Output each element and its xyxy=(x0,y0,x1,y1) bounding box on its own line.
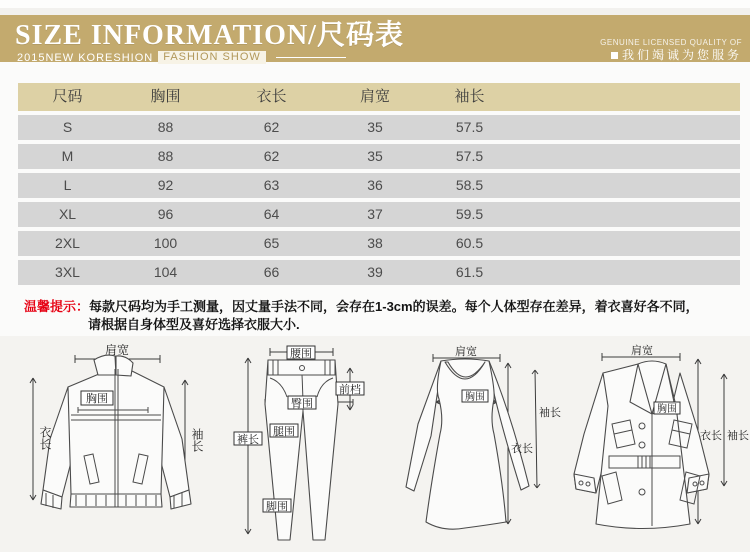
table-row xyxy=(18,202,740,227)
cell: S xyxy=(62,119,73,135)
pants-figure xyxy=(226,344,401,547)
service-slogan-cn xyxy=(600,48,742,63)
pants-hip-label: 臀围 xyxy=(291,398,313,410)
tip-text1: 每款尺码均为手工测量，因丈量手法不同，会存在1-3cm的误差。每个人体型存在差异，着衣喜好各不同， xyxy=(89,299,699,314)
warm-tip xyxy=(24,298,724,334)
table-row xyxy=(18,173,740,198)
table-row xyxy=(18,260,740,285)
cell: 60.5 xyxy=(455,235,484,251)
top-strip xyxy=(0,0,750,8)
coat-chest-label: 胸围 xyxy=(657,404,677,415)
col-sleeve: 袖长 xyxy=(454,88,485,105)
coat-figure xyxy=(572,344,750,549)
cell: 63 xyxy=(263,177,280,193)
size-table xyxy=(18,83,740,285)
dress-length-label: 衣长 xyxy=(511,443,533,455)
jacket-chest-label: 胸围 xyxy=(86,393,108,405)
col-chest: 胸围 xyxy=(150,88,181,105)
table-row xyxy=(18,115,740,140)
col-length: 衣长 xyxy=(256,88,287,105)
dress-figure xyxy=(398,344,573,549)
top-divider xyxy=(0,8,750,15)
pants-length-label: 裤长 xyxy=(237,434,259,446)
col-shoulder: 肩宽 xyxy=(359,88,390,105)
cell: 64 xyxy=(263,206,280,222)
size-table-header xyxy=(18,83,740,111)
service-slogan-en: GENUINE LICENSED QUALITY OF xyxy=(600,38,742,47)
cell: M xyxy=(61,148,74,164)
coat-shoulder-label: 肩宽 xyxy=(631,345,653,357)
cell: 92 xyxy=(157,177,174,193)
dress-sleeve-label: 袖长 xyxy=(539,407,561,419)
tip-line2: 请根据自身体型及喜好选择衣服大小. xyxy=(88,317,300,332)
jacket-length-label: 衣长 xyxy=(38,426,52,450)
page-title: SIZE INFORMATION/尺码表 xyxy=(15,20,404,51)
cell: 2XL xyxy=(55,235,80,251)
pants-diagram xyxy=(226,344,401,547)
cell: 100 xyxy=(153,235,178,251)
header-subrow xyxy=(17,51,346,64)
pants-waist-label: 腰围 xyxy=(290,348,312,360)
collection-label: 2015NEW KORESHION xyxy=(17,51,154,64)
cell: 38 xyxy=(367,235,383,251)
col-size: 尺码 xyxy=(52,88,83,105)
tip-line1 xyxy=(24,298,724,316)
dress-chest-label: 胸围 xyxy=(465,392,485,403)
cell: XL xyxy=(58,206,77,222)
cell: 36 xyxy=(367,177,383,193)
tip-label: 温馨提示： xyxy=(24,299,90,314)
pants-thigh-label: 腿围 xyxy=(273,426,295,438)
cell: 57.5 xyxy=(455,148,484,164)
dress-shoulder-label: 肩宽 xyxy=(455,346,477,358)
coat-diagram xyxy=(572,344,750,549)
cell: 37 xyxy=(367,206,383,222)
jacket-shoulder-label: 肩宽 xyxy=(104,344,130,357)
cell: 96 xyxy=(157,206,174,222)
coat-length-label: 衣长 xyxy=(700,430,722,442)
square-bullet-icon xyxy=(611,52,618,59)
jacket-sleeve-label: 袖长 xyxy=(190,428,204,452)
cell: L xyxy=(63,177,72,193)
table-row xyxy=(18,144,740,169)
table-row xyxy=(18,231,740,256)
cell: 62 xyxy=(263,148,280,164)
cell: 39 xyxy=(367,264,383,280)
cell: 88 xyxy=(157,148,174,164)
cell: 88 xyxy=(157,119,174,135)
jacket-figure xyxy=(14,344,214,547)
coat-sleeve-label: 袖长 xyxy=(727,430,749,442)
cell: 104 xyxy=(153,264,178,280)
dress-diagram xyxy=(398,344,573,549)
cell: 3XL xyxy=(55,264,80,280)
service-slogan-cn-text: 我们竭诚为您服务 xyxy=(621,48,742,62)
cell: 59.5 xyxy=(455,206,484,222)
fashion-show-badge: FASHION SHOW xyxy=(158,51,266,64)
cell: 58.5 xyxy=(455,177,484,193)
cell: 35 xyxy=(367,148,383,164)
cell: 57.5 xyxy=(455,119,484,135)
header-rule xyxy=(276,57,346,58)
service-block xyxy=(600,38,742,63)
jacket-diagram xyxy=(14,344,214,547)
cell: 65 xyxy=(263,235,280,251)
pants-leg-opening-label: 脚围 xyxy=(266,501,288,513)
cell: 61.5 xyxy=(455,264,484,280)
cell: 62 xyxy=(263,119,280,135)
pants-front-rise-label: 前档 xyxy=(339,384,361,396)
header-band xyxy=(0,15,750,62)
cell: 66 xyxy=(263,264,280,280)
cell: 35 xyxy=(367,119,383,135)
